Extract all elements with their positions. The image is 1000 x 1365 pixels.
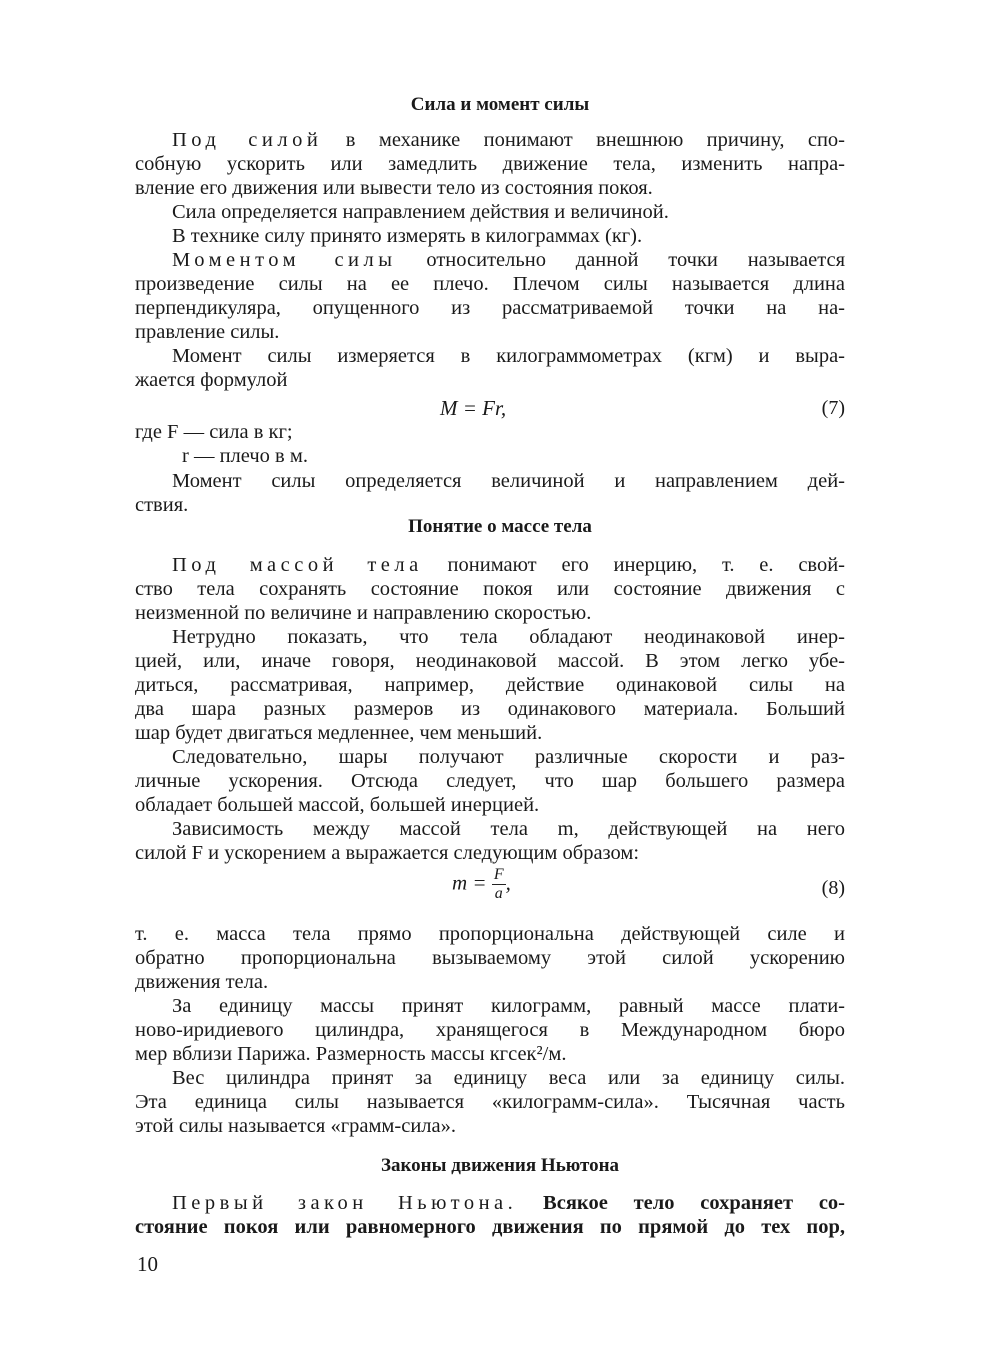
text-line: мер вблизи Парижа. Размерность массы кгсек²/м. <box>135 1043 567 1065</box>
text-line: стояние покоя или равномерного движения по прямой до тех пор, <box>135 1216 845 1238</box>
text-line <box>172 553 845 577</box>
denominator: a <box>494 885 503 902</box>
text-line <box>172 248 845 272</box>
emphasis-term: Первый закон Ньютона. <box>172 1192 518 1214</box>
formula-mass <box>452 866 511 903</box>
equation-number: (8) <box>821 877 845 899</box>
text-line: диться, рассматривая, например, действие одинаковой силы на <box>135 674 845 696</box>
text-line: r — плечо в м. <box>182 445 308 467</box>
fraction <box>492 866 506 903</box>
text-line: Следовательно, шары получают различные скорости и раз- <box>172 746 845 768</box>
text: относительно данной точки называется <box>426 249 845 271</box>
text-line: шар будет двигаться медленнее, чем меньший. <box>135 722 543 744</box>
emphasis-term: Моментом силы <box>172 249 397 271</box>
formula-comma: , <box>505 870 511 895</box>
text-line: правление силы. <box>135 321 280 343</box>
text: понимают его инерцию, т. е. свой- <box>447 554 846 576</box>
text-line: ново-иридиевого цилиндра, хранящегося в Международном бюро <box>135 1019 845 1041</box>
text-line: ствия. <box>135 494 189 516</box>
text-line: произведение силы на ее плечо. Плечом силы называется длина <box>135 273 845 295</box>
heading-newton-laws: Законы движения Ньютона <box>380 1155 620 1176</box>
text-line: Сила определяется направлением действия и величиной. <box>172 201 669 223</box>
text-line: перпендикуляра, опущенного из рассматриваемой точки на на- <box>135 297 845 319</box>
text-line: движения тела. <box>135 971 269 993</box>
text-line: личные ускорения. Отсюда следует, что шар большего размера <box>135 770 845 792</box>
page-number: 10 <box>137 1252 158 1276</box>
text-line: ство тела сохранять состояние покоя или состояние движения с <box>135 578 845 600</box>
equation-number: (7) <box>821 397 845 419</box>
formula-moment: M = Fr, <box>440 396 507 420</box>
text-line: этой силы называется «грамм-сила». <box>135 1115 456 1137</box>
heading-mass: Понятие о массе тела <box>408 516 592 537</box>
numerator: F <box>493 866 504 883</box>
text-line: где F — сила в кг; <box>135 421 293 443</box>
text-line: собную ускорить или замедлить движение тела, изменить напра- <box>135 153 845 175</box>
text-line: силой F и ускорением a выражается следующим образом: <box>135 842 640 864</box>
text-line: Момент силы измеряется в килограммометрах (кгм) и выра- <box>172 345 845 367</box>
text-line: Зависимость между массой тела m, действующей на него <box>172 818 845 840</box>
text-line: обладает большей массой, большей инерцией. <box>135 794 540 816</box>
text-line: жается формулой <box>135 369 288 391</box>
text-line: Нетрудно показать, что тела обладают неодинаковой инер- <box>172 626 845 648</box>
text-line <box>172 1191 845 1215</box>
text-line: неизменной по величине и направлению скоростью. <box>135 602 592 624</box>
formula-lhs: m = <box>452 870 487 895</box>
text: в механике понимают внешнюю причину, спо- <box>345 129 845 151</box>
text-line: Момент силы определяется величиной и направлением дей- <box>172 470 845 492</box>
text: Всякое тело сохраняет со- <box>543 1192 845 1214</box>
text-line: В технике силу принято измерять в килограммах (кг). <box>172 225 643 247</box>
text-line: обратно пропорциональна вызываемому этой силой ускорению <box>135 947 845 969</box>
text-line: За единицу массы принят килограмм, равный массе плати- <box>172 995 845 1017</box>
text-line: вление его движения или вывести тело из состояния покоя. <box>135 177 653 199</box>
text-line <box>172 128 845 152</box>
emphasis-term: Под силой <box>172 129 323 151</box>
heading-force-moment: Сила и момент силы <box>410 94 590 115</box>
emphasis-term: Под массой тела <box>172 554 423 576</box>
text-line: Вес цилиндра принят за единицу веса или за единицу силы. <box>172 1067 845 1089</box>
text-line: цией, или, иначе говоря, неодинаковой массой. В этом легко убе- <box>135 650 845 672</box>
text-line: два шара разных размеров из одинакового материала. Больший <box>135 698 845 720</box>
text-line: т. е. масса тела прямо пропорциональна действующей силе и <box>135 923 845 945</box>
text-line: Эта единица силы называется «килограмм-сила». Тысячная часть <box>135 1091 845 1113</box>
